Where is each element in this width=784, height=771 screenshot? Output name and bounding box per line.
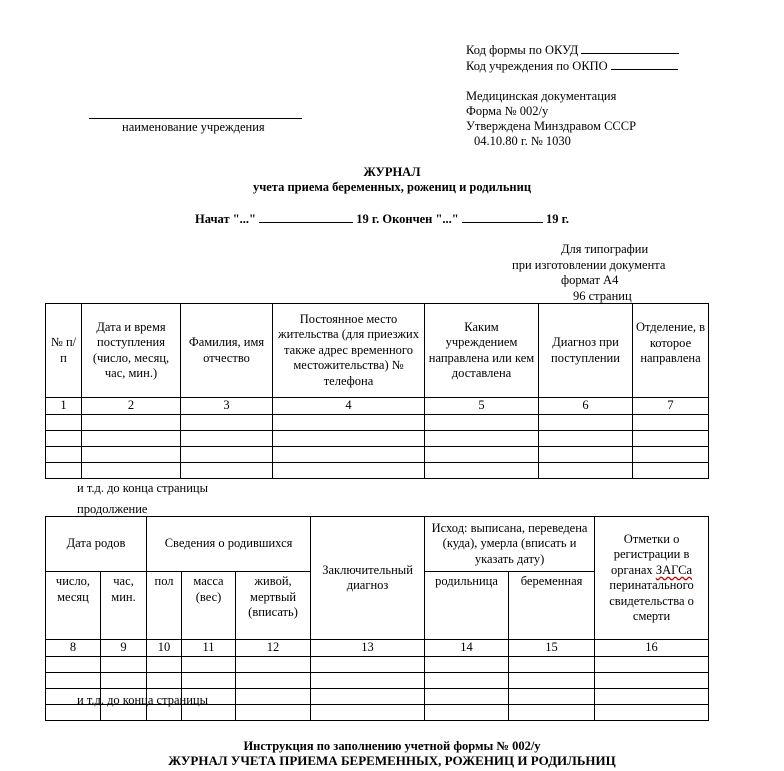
group-header-row (46, 517, 709, 572)
table-cell[interactable] (236, 672, 311, 688)
okpo-line (466, 58, 678, 74)
group-header-birth-date: Дата родов (46, 517, 147, 572)
col-header-hour-min: час, мин. (101, 572, 147, 640)
table-cell[interactable] (311, 672, 425, 688)
table-cell[interactable] (181, 430, 273, 446)
table-cell[interactable] (633, 462, 709, 478)
table-row (46, 446, 709, 462)
delivery-table (45, 516, 709, 721)
table-cell[interactable] (509, 656, 595, 672)
approved-by: Утверждена Минздравом СССР (466, 119, 637, 133)
table-cell[interactable] (147, 672, 182, 688)
table-cell[interactable] (425, 688, 509, 704)
year-suffix: 19 г. (546, 212, 570, 226)
header-row (46, 304, 709, 398)
table-cell[interactable] (147, 656, 182, 672)
col-header-residence: Постоянное место жительства (для приезжих также адрес временного местожительства) № телефона (273, 304, 425, 398)
col-number: 12 (236, 640, 311, 657)
table-cell[interactable] (311, 688, 425, 704)
col-header-alive-dead: живой, мертвый (вписать) (236, 572, 311, 640)
approved-date: 04.10.80 г. № 1030 (474, 134, 571, 148)
table-cell[interactable] (46, 672, 101, 688)
okpo-field[interactable] (611, 58, 678, 70)
continuation-label: продолжение (77, 502, 148, 516)
col-number: 11 (182, 640, 236, 657)
registry-marks-text-end: перинатального свидетельства о смерти (609, 578, 694, 623)
okud-label: Код формы по ОКУД (466, 43, 579, 57)
table-cell[interactable] (236, 704, 311, 720)
registry-marks-text: Отметки о регистрации в органах (611, 531, 690, 577)
col-header-department: Отделение, в которое направлена (633, 304, 709, 398)
col-header-referred-by: Каким учреждением направлена или кем доставлена (425, 304, 539, 398)
table-cell[interactable] (311, 704, 425, 720)
instruction-title: Инструкция по заполнению учетной формы № 002/у (243, 739, 541, 753)
table-cell[interactable] (46, 656, 101, 672)
table-cell[interactable] (425, 446, 539, 462)
table-cell[interactable] (236, 688, 311, 704)
col-header-pregnant: беременная (509, 572, 595, 640)
document-title: ЖУРНАЛ (363, 165, 421, 179)
table-cell[interactable] (46, 414, 82, 430)
table-cell[interactable] (181, 446, 273, 462)
table-row (46, 656, 709, 672)
okud-line (466, 42, 679, 58)
col-header-admission-date: Дата и время поступления (число, месяц, час, мин.) (82, 304, 181, 398)
table-cell[interactable] (509, 704, 595, 720)
table-cell[interactable] (82, 446, 181, 462)
table-row (46, 414, 709, 430)
okpo-label: Код учреждения по ОКПО (466, 59, 608, 73)
col-number: 14 (425, 640, 509, 657)
group-header-newborn: Сведения о родившихся (147, 517, 311, 572)
instruction-subtitle: ЖУРНАЛ УЧЕТА ПРИЕМА БЕРЕМЕННЫХ, РОЖЕНИЦ И РОДИЛЬНИЦ (168, 753, 616, 768)
table-cell[interactable] (633, 414, 709, 430)
col-header-sex: пол (147, 572, 182, 640)
end-date-field[interactable] (462, 211, 543, 223)
table-cell[interactable] (595, 656, 709, 672)
table-cell[interactable] (82, 414, 181, 430)
table2-footer-note: и т.д. до конца страницы (77, 693, 208, 707)
started-label: Начат "..." (195, 212, 256, 226)
table-cell[interactable] (595, 704, 709, 720)
col-number: 4 (273, 398, 425, 415)
table-cell[interactable] (633, 430, 709, 446)
table-cell[interactable] (273, 414, 425, 430)
table-cell[interactable] (101, 672, 147, 688)
col-number: 5 (425, 398, 539, 415)
col-number: 13 (311, 640, 425, 657)
col-number: 1 (46, 398, 82, 415)
start-date-field[interactable] (259, 211, 353, 223)
col-number: 15 (509, 640, 595, 657)
table-cell[interactable] (182, 672, 236, 688)
table-cell[interactable] (46, 430, 82, 446)
col-header-number: № п/п (46, 304, 82, 398)
table-row (46, 462, 709, 478)
table-cell[interactable] (425, 430, 539, 446)
group-header-outcome: Исход: выписана, переведена (куда), умерла (вписать и указать дату) (425, 517, 595, 572)
okud-field[interactable] (581, 42, 679, 54)
table-cell[interactable] (273, 462, 425, 478)
registry-marks-zags: ЗАГСа (655, 562, 693, 577)
col-header-admission-diagnosis: Диагноз при поступлении (539, 304, 633, 398)
table-cell[interactable] (595, 688, 709, 704)
table-cell[interactable] (425, 462, 539, 478)
table-cell[interactable] (46, 446, 82, 462)
table-cell[interactable] (46, 462, 82, 478)
table-cell[interactable] (101, 656, 147, 672)
table-cell[interactable] (539, 414, 633, 430)
table-cell[interactable] (539, 430, 633, 446)
col-header-puerpera: родильница (425, 572, 509, 640)
table-cell[interactable] (509, 688, 595, 704)
col-number: 2 (82, 398, 181, 415)
table-cell[interactable] (425, 414, 539, 430)
table-cell[interactable] (509, 672, 595, 688)
col-number: 10 (147, 640, 182, 657)
table-cell[interactable] (425, 704, 509, 720)
print-note-line4: 96 страниц (573, 289, 632, 303)
table-cell[interactable] (82, 430, 181, 446)
document-subtitle: учета приема беременных, рожениц и родильниц (252, 180, 532, 194)
table1-footer-note: и т.д. до конца страницы (77, 481, 208, 495)
table-cell[interactable] (595, 672, 709, 688)
table-cell[interactable] (633, 446, 709, 462)
col-header-registry-marks (595, 517, 709, 640)
table-row (46, 672, 709, 688)
table-cell[interactable] (273, 430, 425, 446)
table-row (46, 430, 709, 446)
table-cell[interactable] (273, 446, 425, 462)
col-number: 7 (633, 398, 709, 415)
table-cell[interactable] (539, 462, 633, 478)
print-note-line2: при изготовлении документа (512, 258, 666, 272)
col-number: 9 (101, 640, 147, 657)
col-header-day-month: число, месяц (46, 572, 101, 640)
table-cell[interactable] (311, 656, 425, 672)
table-cell[interactable] (425, 656, 509, 672)
col-number: 6 (539, 398, 633, 415)
doc-type: Медицинская документация (466, 89, 617, 103)
col-number: 3 (181, 398, 273, 415)
print-note-line1: Для типографии (561, 242, 649, 256)
institution-name-field[interactable] (89, 118, 302, 119)
table-cell[interactable] (182, 656, 236, 672)
table-cell[interactable] (82, 462, 181, 478)
admission-table (45, 303, 709, 479)
table-cell[interactable] (181, 462, 273, 478)
col-header-final-diagnosis: Заключительный диагноз (311, 517, 425, 640)
column-number-row (46, 398, 709, 415)
table-cell[interactable] (181, 414, 273, 430)
period-line (195, 211, 569, 227)
col-number: 8 (46, 640, 101, 657)
table-cell[interactable] (236, 656, 311, 672)
table-cell[interactable] (539, 446, 633, 462)
print-note-line3: формат А4 (561, 273, 619, 287)
form-number: Форма № 002/у (466, 104, 549, 118)
col-header-full-name: Фамилия, имя отчество (181, 304, 273, 398)
institution-caption: наименование учреждения (122, 120, 265, 134)
table-cell[interactable] (425, 672, 509, 688)
column-number-row (46, 640, 709, 657)
col-header-mass: масса (вес) (182, 572, 236, 640)
col-number: 16 (595, 640, 709, 657)
ended-label: 19 г. Окончен "..." (356, 212, 459, 226)
